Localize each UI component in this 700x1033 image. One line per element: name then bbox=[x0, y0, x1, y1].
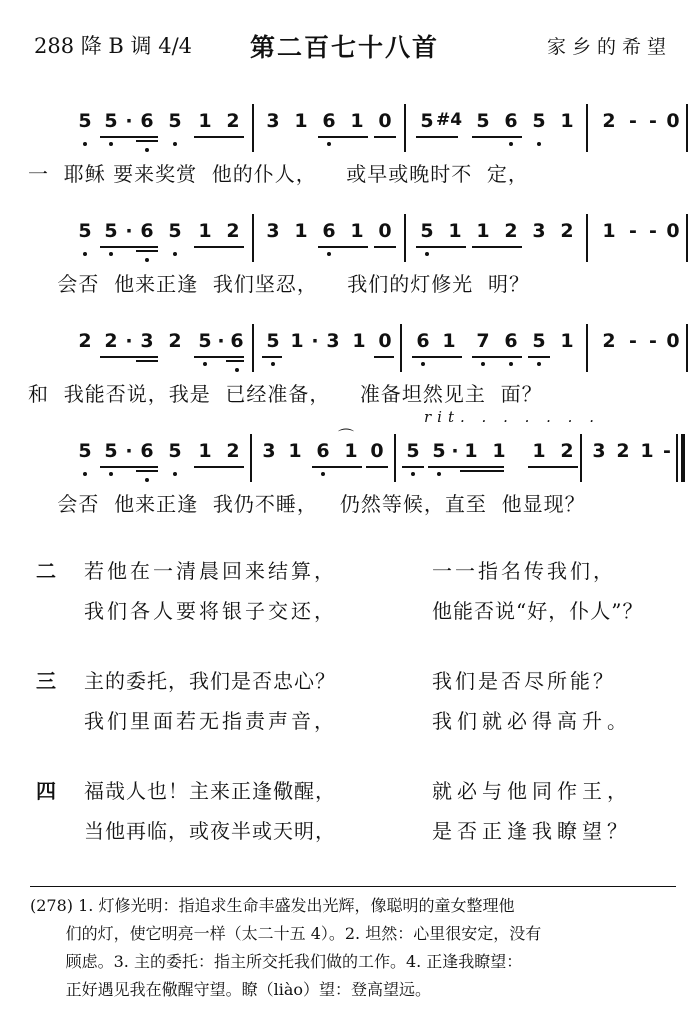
beam bbox=[100, 356, 158, 358]
note: 1 bbox=[198, 110, 212, 132]
note: 5 bbox=[104, 440, 118, 462]
bar-line bbox=[586, 104, 588, 152]
note: 5 bbox=[420, 110, 434, 132]
low-dot bbox=[481, 362, 485, 366]
note: · bbox=[125, 440, 133, 462]
verse-line: 我们里面若无指责声音， bbox=[84, 709, 337, 733]
beam bbox=[136, 140, 158, 142]
note: 0 bbox=[378, 330, 392, 352]
verse-line: 就必与他同作王， bbox=[432, 779, 632, 803]
low-dot bbox=[509, 362, 513, 366]
note: 5 bbox=[532, 110, 546, 132]
verse-line: 他能否说“好，仆人”？ bbox=[432, 599, 644, 623]
bar-line bbox=[404, 214, 406, 262]
note: 5 bbox=[432, 440, 446, 462]
bar-line bbox=[252, 214, 254, 262]
note: 5 bbox=[198, 330, 212, 352]
beam bbox=[472, 246, 522, 248]
note: 5 bbox=[168, 440, 182, 462]
beam bbox=[528, 466, 578, 468]
low-dot bbox=[235, 368, 239, 372]
beam bbox=[226, 360, 244, 362]
beam bbox=[412, 356, 462, 358]
lyric-line: 和 我能否说，我是 已经准备， 准备坦然见主 面？ bbox=[28, 382, 543, 406]
note: 2 bbox=[78, 330, 92, 352]
note: 5 bbox=[104, 110, 118, 132]
fermata-icon: ⌒ bbox=[338, 427, 355, 446]
low-dot bbox=[271, 362, 275, 366]
final-bar-line bbox=[681, 434, 685, 482]
footnote-divider bbox=[30, 886, 676, 887]
beam bbox=[318, 136, 368, 138]
note: 1 bbox=[560, 330, 574, 352]
beam bbox=[416, 246, 466, 248]
note: 6 bbox=[322, 220, 336, 242]
note: 6 bbox=[322, 110, 336, 132]
note: #4 bbox=[436, 110, 463, 130]
note: 1 bbox=[290, 330, 304, 352]
hymn-subtitle: 家乡的希望 bbox=[546, 36, 672, 58]
note: 6 bbox=[140, 220, 154, 242]
note: 0 bbox=[378, 220, 392, 242]
low-dot bbox=[203, 362, 207, 366]
beam bbox=[136, 250, 158, 252]
note: 2 bbox=[504, 220, 518, 242]
note: 1 bbox=[640, 440, 654, 462]
note: 6 bbox=[316, 440, 330, 462]
low-dot bbox=[83, 142, 87, 146]
low-dot bbox=[173, 252, 177, 256]
beam bbox=[374, 246, 396, 248]
note: - bbox=[649, 220, 657, 242]
note: 3 bbox=[266, 220, 280, 242]
footnote-line: (278) 1. 灯修光明：指追求生命丰盛发出光辉，像聪明的童女整理他 bbox=[30, 896, 515, 915]
verse-number: 三 bbox=[36, 669, 56, 693]
note: 1 bbox=[492, 440, 506, 462]
note: 5 bbox=[104, 220, 118, 242]
low-dot bbox=[109, 252, 113, 256]
note: 1 bbox=[448, 220, 462, 242]
page-header bbox=[0, 28, 700, 64]
note: 5 bbox=[78, 440, 92, 462]
note: 2 bbox=[226, 440, 240, 462]
beam bbox=[100, 136, 158, 138]
note: 0 bbox=[666, 110, 680, 132]
note: 1 bbox=[350, 220, 364, 242]
note: 2 bbox=[560, 220, 574, 242]
note: 2 bbox=[168, 330, 182, 352]
note: 1 bbox=[602, 220, 616, 242]
note: 0 bbox=[370, 440, 384, 462]
low-dot bbox=[509, 142, 513, 146]
low-dot bbox=[145, 148, 149, 152]
note: - bbox=[629, 110, 637, 132]
hymn-number-key: 288 降 B 调 4/4 bbox=[34, 34, 193, 58]
note: 1 bbox=[350, 110, 364, 132]
low-dot bbox=[145, 478, 149, 482]
note: 6 bbox=[504, 330, 518, 352]
note: 3 bbox=[532, 220, 546, 242]
bar-line bbox=[686, 214, 688, 262]
beam bbox=[194, 136, 244, 138]
verse-number: 二 bbox=[36, 559, 56, 583]
low-dot bbox=[109, 472, 113, 476]
note: 6 bbox=[140, 110, 154, 132]
verse-line: 福哉人也！主来正逢儆醒， bbox=[84, 779, 336, 803]
beam bbox=[100, 246, 158, 248]
hymn-title: 第二百七十八首 bbox=[250, 33, 440, 62]
low-dot bbox=[537, 142, 541, 146]
note: - bbox=[649, 330, 657, 352]
note: - bbox=[629, 330, 637, 352]
low-dot bbox=[421, 362, 425, 366]
beam bbox=[194, 246, 244, 248]
bar-line bbox=[252, 104, 254, 152]
note: 2 bbox=[616, 440, 630, 462]
bar-line bbox=[580, 434, 582, 482]
low-dot bbox=[411, 472, 415, 476]
note: 1 bbox=[198, 220, 212, 242]
note: · bbox=[217, 330, 225, 352]
note: 5 bbox=[266, 330, 280, 352]
score-system-1 bbox=[0, 100, 700, 210]
low-dot bbox=[321, 472, 325, 476]
low-dot bbox=[437, 472, 441, 476]
note: 3 bbox=[592, 440, 606, 462]
bar-line bbox=[250, 434, 252, 482]
verse-number: 四 bbox=[36, 779, 56, 803]
bar-line bbox=[686, 104, 688, 152]
low-dot bbox=[327, 252, 331, 256]
note: · bbox=[125, 330, 133, 352]
low-dot bbox=[145, 258, 149, 262]
note: · bbox=[311, 330, 319, 352]
lyric-line: 会否 他来正逢 我们坚忍， 我们的灯修光 明？ bbox=[28, 272, 531, 296]
score-system-2 bbox=[0, 210, 700, 320]
verse-line: 主的委托，我们是否忠心？ bbox=[84, 669, 336, 693]
beam bbox=[460, 470, 504, 472]
beam bbox=[472, 356, 522, 358]
bar-line bbox=[686, 324, 688, 372]
note: 1 bbox=[352, 330, 366, 352]
note: - bbox=[649, 110, 657, 132]
note: - bbox=[629, 220, 637, 242]
note: 5 bbox=[420, 220, 434, 242]
beam bbox=[528, 356, 550, 358]
verse-line: 若他在一清晨回来结算， bbox=[84, 559, 337, 583]
verse-line: 我们是否尽所能？ bbox=[432, 669, 616, 693]
lyric-line: 会否 他来正逢 我仍不睡， 仍然等候，直至 他显现？ bbox=[28, 492, 586, 516]
note: 0 bbox=[666, 220, 680, 242]
beam bbox=[402, 466, 424, 468]
note: 3 bbox=[326, 330, 340, 352]
bar-line bbox=[586, 214, 588, 262]
beam bbox=[374, 136, 396, 138]
note: 6 bbox=[416, 330, 430, 352]
bar-line bbox=[394, 434, 396, 482]
note: 5 bbox=[78, 220, 92, 242]
verse-line: 当他再临，或夜半或天明， bbox=[84, 819, 336, 843]
note: 6 bbox=[504, 110, 518, 132]
note: 1 bbox=[344, 440, 358, 462]
low-dot bbox=[173, 472, 177, 476]
note: 1 bbox=[198, 440, 212, 462]
note: 5 bbox=[532, 330, 546, 352]
note: 1 bbox=[532, 440, 546, 462]
beam bbox=[318, 246, 368, 248]
note: 5 bbox=[476, 110, 490, 132]
low-dot bbox=[425, 252, 429, 256]
bar-line bbox=[404, 104, 406, 152]
note: 6 bbox=[230, 330, 244, 352]
footnote-line: 顾虑。3. 主的委托：指主所交托我们做的工作。4. 正逢我瞭望： bbox=[30, 952, 523, 971]
note: 2 bbox=[226, 110, 240, 132]
note: 7 bbox=[476, 330, 490, 352]
note: - bbox=[663, 440, 671, 462]
note: 6 bbox=[140, 440, 154, 462]
score-system-4 bbox=[0, 408, 700, 540]
note: 2 bbox=[602, 110, 616, 132]
footnote-line: 们的灯，使它明亮一样（太二十五 4）。2. 坦然：心里很安定，没有 bbox=[30, 924, 542, 943]
ritardando-mark: rit. . . . . . . bbox=[424, 408, 600, 426]
note: 2 bbox=[602, 330, 616, 352]
bar-line bbox=[676, 434, 678, 482]
beam bbox=[416, 136, 458, 138]
note: 1 bbox=[442, 330, 456, 352]
low-dot bbox=[83, 252, 87, 256]
low-dot bbox=[83, 472, 87, 476]
beam bbox=[136, 360, 158, 362]
lyric-line: 一 耶稣 要来奖赏 他的仆人， 或早或晚时不 定， bbox=[28, 162, 529, 186]
note: 1 bbox=[294, 110, 308, 132]
bar-line bbox=[252, 324, 254, 372]
beam bbox=[366, 466, 388, 468]
low-dot bbox=[537, 362, 541, 366]
note: 2 bbox=[226, 220, 240, 242]
note: 5 bbox=[168, 220, 182, 242]
footnote bbox=[30, 892, 680, 1004]
note: 5 bbox=[168, 110, 182, 132]
note: 1 bbox=[560, 110, 574, 132]
verse-line: 我们就必得高升。 bbox=[432, 709, 632, 733]
verse-line: 是否正逢我瞭望？ bbox=[432, 819, 632, 843]
bar-line bbox=[400, 324, 402, 372]
beam bbox=[136, 470, 158, 472]
note: 0 bbox=[378, 110, 392, 132]
beam bbox=[428, 466, 504, 468]
note: 3 bbox=[266, 110, 280, 132]
low-dot bbox=[109, 142, 113, 146]
beam bbox=[262, 356, 282, 358]
low-dot bbox=[327, 142, 331, 146]
note: · bbox=[125, 220, 133, 242]
bar-line bbox=[586, 324, 588, 372]
note: 3 bbox=[140, 330, 154, 352]
note: 0 bbox=[666, 330, 680, 352]
note: · bbox=[125, 110, 133, 132]
note: 2 bbox=[104, 330, 118, 352]
note: 1 bbox=[288, 440, 302, 462]
low-dot bbox=[173, 142, 177, 146]
verse-line: 我们各人要将银子交还， bbox=[84, 599, 337, 623]
note: 2 bbox=[560, 440, 574, 462]
note: 1 bbox=[294, 220, 308, 242]
note: 3 bbox=[262, 440, 276, 462]
verse-line: 一一指名传我们， bbox=[432, 559, 616, 583]
beam bbox=[312, 466, 362, 468]
note: 5 bbox=[78, 110, 92, 132]
beam bbox=[374, 356, 394, 358]
note: 5 bbox=[406, 440, 420, 462]
note: · bbox=[451, 440, 459, 462]
footnote-line: 正好遇见我在儆醒守望。瞭（liào）望：登高望远。 bbox=[30, 980, 432, 999]
beam bbox=[194, 356, 244, 358]
beam bbox=[194, 466, 244, 468]
note: 1 bbox=[464, 440, 478, 462]
beam bbox=[100, 466, 158, 468]
note: 1 bbox=[476, 220, 490, 242]
beam bbox=[472, 136, 522, 138]
